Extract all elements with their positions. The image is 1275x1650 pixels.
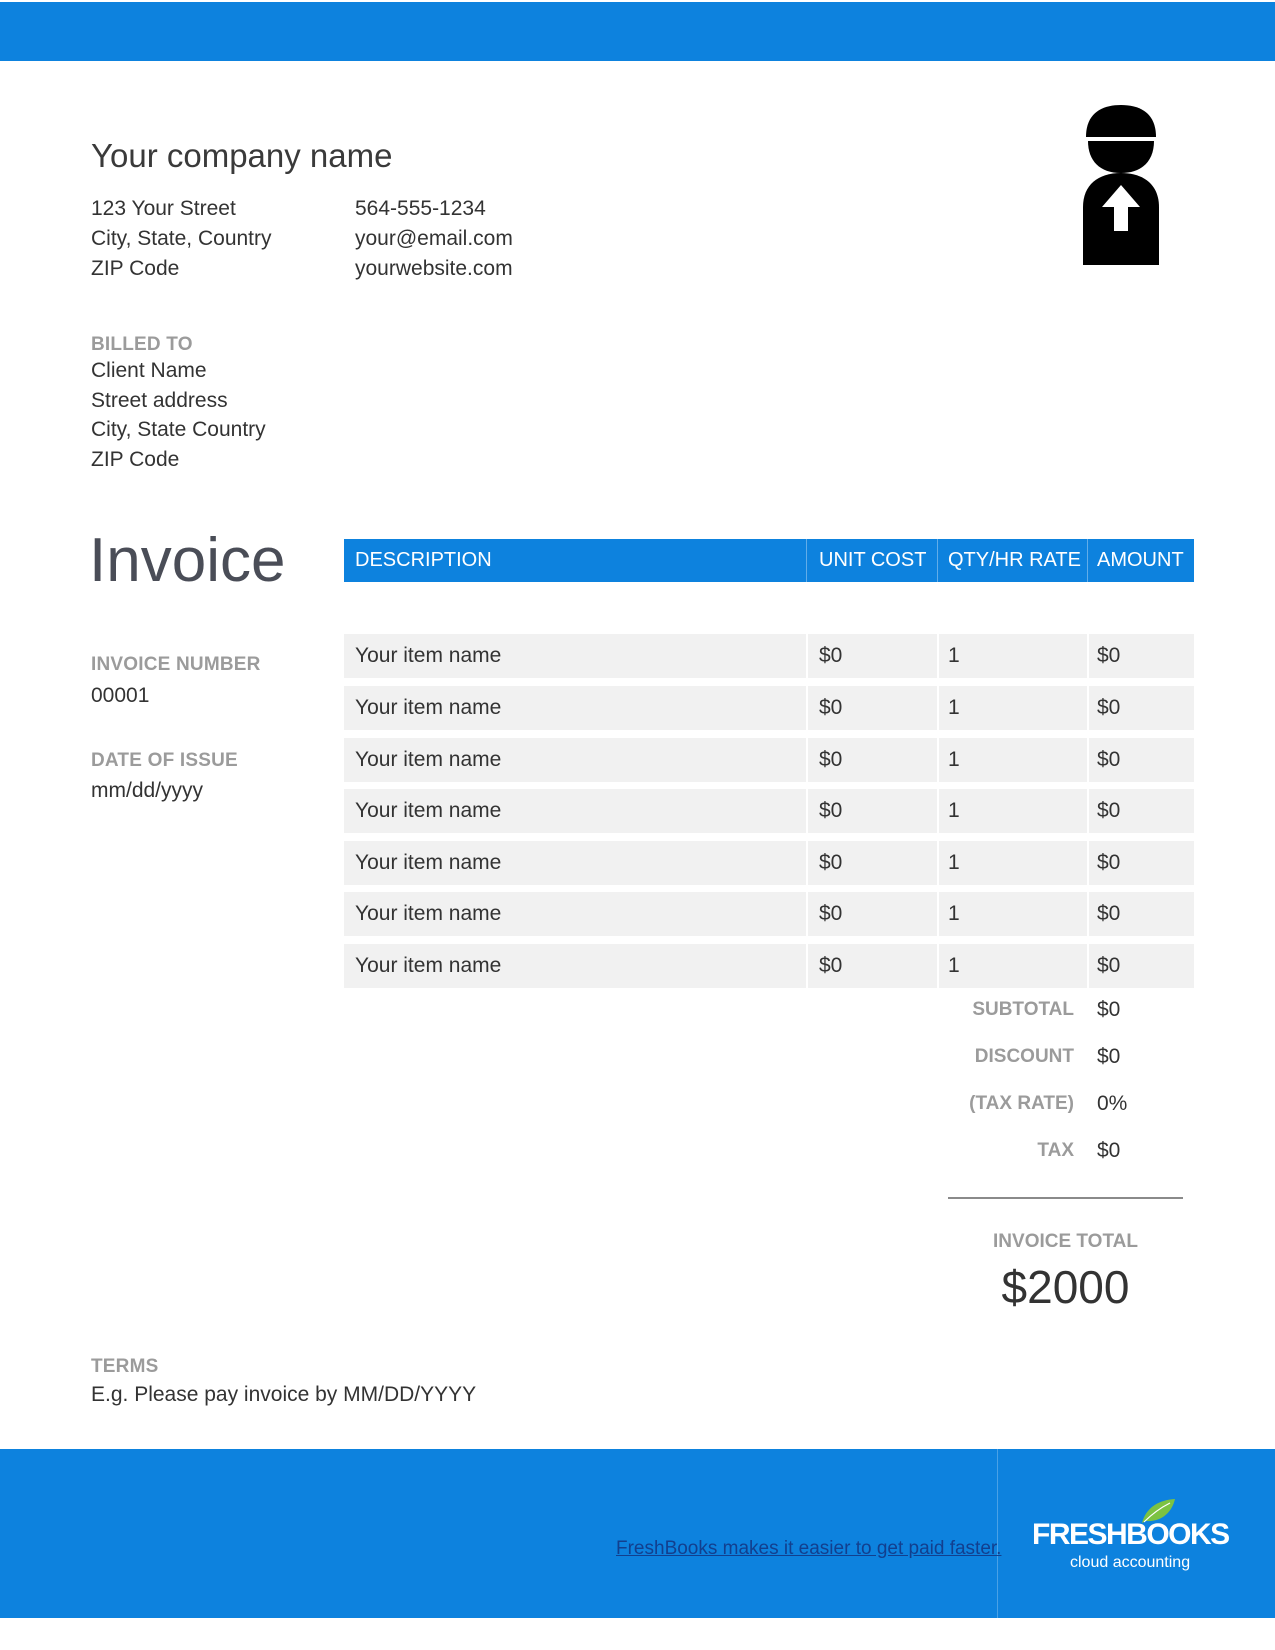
terms-label: TERMS [91, 1356, 159, 1377]
row-description: Your item name [355, 851, 502, 874]
row-amount: $0 [1097, 696, 1121, 719]
freshbooks-brand-name: FRESHBOOKS [1032, 1518, 1229, 1551]
column-divider [937, 944, 939, 988]
discount-label: DISCOUNT [974, 1046, 1074, 1067]
company-email: your@email.com [355, 227, 513, 250]
company-phone: 564-555-1234 [355, 197, 486, 220]
date-of-issue: mm/dd/yyyy [91, 779, 204, 802]
company-address-line: City, State, Country [91, 227, 272, 250]
column-divider [1087, 738, 1089, 782]
column-divider [806, 841, 808, 885]
company-address-line: 123 Your Street [91, 197, 236, 220]
client-name: Client Name [91, 359, 207, 382]
table-row [344, 686, 1194, 730]
column-divider [1087, 841, 1089, 885]
row-unit-cost: $0 [819, 799, 843, 822]
column-divider [806, 634, 808, 678]
row-description: Your item name [355, 696, 502, 719]
header-divider [937, 539, 938, 582]
column-divider [937, 686, 939, 730]
company-address-line: ZIP Code [91, 257, 180, 280]
billed-to-label: BILLED TO [91, 334, 193, 355]
invoice-number-label: INVOICE NUMBER [91, 654, 261, 675]
column-divider [1087, 789, 1089, 833]
column-divider [937, 892, 939, 936]
row-qty: 1 [948, 696, 960, 719]
column-divider [937, 789, 939, 833]
table-row [344, 738, 1194, 782]
company-name: Your company name [91, 137, 393, 174]
row-description: Your item name [355, 799, 502, 822]
table-row [344, 634, 1194, 678]
row-unit-cost: $0 [819, 644, 843, 667]
column-divider [1087, 634, 1089, 678]
row-unit-cost: $0 [819, 851, 843, 874]
header-bar [0, 2, 1275, 61]
column-divider [1087, 686, 1089, 730]
column-divider [806, 892, 808, 936]
row-amount: $0 [1097, 799, 1121, 822]
date-of-issue-label: DATE OF ISSUE [91, 750, 238, 771]
column-divider [806, 789, 808, 833]
row-qty: 1 [948, 748, 960, 771]
row-amount: $0 [1097, 644, 1121, 667]
invoice-title: Invoice [89, 526, 286, 595]
freshbooks-link[interactable]: FreshBooks makes it easier to get paid faster. [616, 1538, 1002, 1559]
subtotal-value: $0 [1097, 998, 1121, 1021]
invoice-total-value: $2000 [1001, 1261, 1130, 1313]
tax-rate-value: 0% [1097, 1092, 1128, 1115]
row-amount: $0 [1097, 902, 1121, 925]
header-qty-rate: QTY/HR RATE [948, 549, 1081, 571]
tax-value: $0 [1097, 1139, 1121, 1162]
table-header [344, 539, 1194, 582]
tax-rate-label: (TAX RATE) [969, 1093, 1074, 1114]
header-unit-cost: UNIT COST [819, 549, 927, 571]
column-divider [1087, 944, 1089, 988]
row-unit-cost: $0 [819, 696, 843, 719]
terms-text: E.g. Please pay invoice by MM/DD/YYYY [91, 1383, 477, 1406]
column-divider [806, 686, 808, 730]
row-description: Your item name [355, 902, 502, 925]
header-divider [806, 539, 807, 582]
row-qty: 1 [948, 851, 960, 874]
row-unit-cost: $0 [819, 748, 843, 771]
row-description: Your item name [355, 748, 502, 771]
items-table [344, 539, 1194, 977]
total-divider [948, 1197, 1183, 1199]
column-divider [806, 944, 808, 988]
header-amount: AMOUNT [1097, 549, 1184, 571]
column-divider [937, 841, 939, 885]
table-row [344, 892, 1194, 936]
client-zip: ZIP Code [91, 448, 180, 471]
row-description: Your item name [355, 644, 502, 667]
invoice-total-label: INVOICE TOTAL [993, 1231, 1138, 1252]
tax-label: TAX [1037, 1140, 1074, 1161]
row-qty: 1 [948, 902, 960, 925]
header-description: DESCRIPTION [355, 549, 492, 571]
footer-divider [997, 1449, 998, 1618]
row-qty: 1 [948, 799, 960, 822]
client-street: Street address [91, 389, 228, 412]
row-unit-cost: $0 [819, 954, 843, 977]
column-divider [806, 738, 808, 782]
header-divider [1087, 539, 1088, 582]
freshbooks-brand-sub: cloud accounting [1070, 1554, 1191, 1571]
person-upload-icon[interactable] [1078, 103, 1164, 265]
subtotal-label: SUBTOTAL [972, 999, 1074, 1020]
column-divider [937, 738, 939, 782]
table-row [344, 944, 1194, 988]
row-amount: $0 [1097, 748, 1121, 771]
company-website: yourwebsite.com [355, 257, 513, 280]
row-unit-cost: $0 [819, 902, 843, 925]
discount-value: $0 [1097, 1045, 1121, 1068]
client-city: City, State Country [91, 418, 266, 441]
table-row [344, 789, 1194, 833]
table-row [344, 841, 1194, 885]
column-divider [937, 634, 939, 678]
column-divider [1087, 892, 1089, 936]
row-qty: 1 [948, 644, 960, 667]
row-qty: 1 [948, 954, 960, 977]
row-amount: $0 [1097, 851, 1121, 874]
row-amount: $0 [1097, 954, 1121, 977]
invoice-number: 00001 [91, 684, 150, 707]
freshbooks-logo[interactable] [1032, 1498, 1229, 1578]
row-description: Your item name [355, 954, 502, 977]
